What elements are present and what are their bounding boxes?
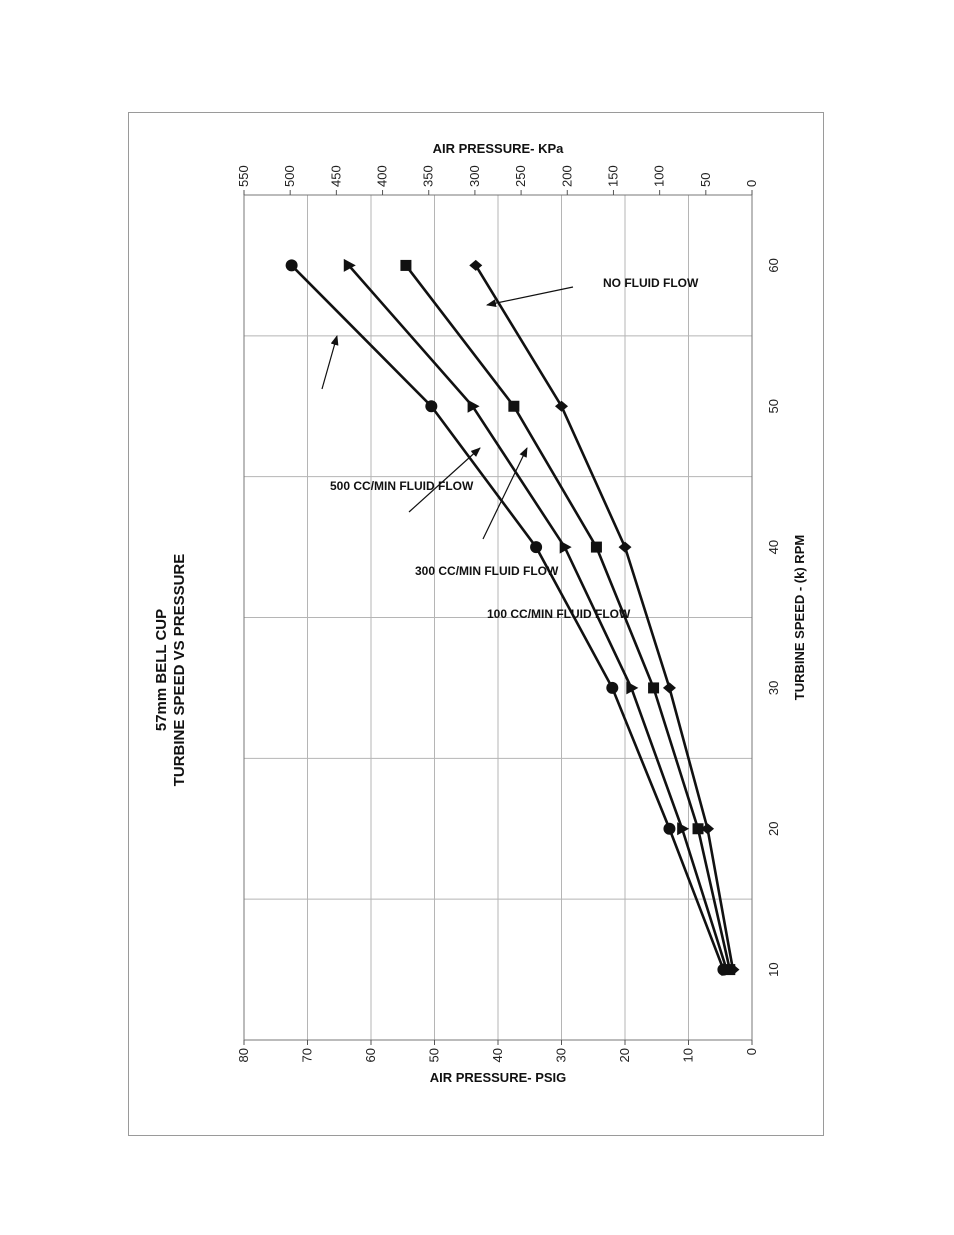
data-point-circle xyxy=(717,964,729,976)
x-tick-label: 40 xyxy=(766,539,781,555)
y-tick-label: 10 xyxy=(680,1048,696,1063)
y-axis-title: AIR PRESSURE- PSIG xyxy=(429,1070,567,1085)
data-point-square xyxy=(591,542,602,553)
x-tick-label: 50 xyxy=(766,399,781,414)
y-tick-label: 60 xyxy=(363,1048,378,1063)
x-tick-label: 20 xyxy=(766,821,781,836)
y2-tick-label: 500 xyxy=(282,165,298,187)
y-tick-label: 70 xyxy=(299,1048,315,1063)
data-point-square xyxy=(508,401,519,412)
data-point-circle xyxy=(663,823,675,835)
data-point-circle xyxy=(286,259,298,271)
data-point-diamond xyxy=(555,401,568,412)
chart-rotated-group xyxy=(153,141,807,1085)
chart-title: 57mm BELL CUP xyxy=(153,608,170,732)
data-point-circle xyxy=(606,682,618,694)
y2-tick-label: 300 xyxy=(466,165,482,187)
data-point-circle xyxy=(530,541,542,553)
data-point-diamond xyxy=(663,682,676,693)
y2-tick-label: 200 xyxy=(559,165,575,187)
data-point-triangle xyxy=(468,400,480,413)
annotation-label: 300 CC/MIN FLUID FLOW xyxy=(415,564,559,578)
y2-tick-label: 450 xyxy=(328,165,344,187)
y2-tick-label: 150 xyxy=(605,165,621,187)
y-tick-label: 80 xyxy=(236,1048,251,1063)
chart-subtitle: TURBINE SPEED VS PRESSURE xyxy=(171,553,188,787)
annotation-label: 500 CC/MIN FLUID FLOW xyxy=(330,479,474,493)
annotation-label: 100 CC/MIN FLUID FLOW xyxy=(487,607,631,621)
y2-tick-label: 250 xyxy=(513,165,529,187)
y2-tick-label: 350 xyxy=(420,165,436,187)
annotation-arrow xyxy=(487,287,573,305)
y-tick-label: 50 xyxy=(426,1048,442,1063)
data-point-square xyxy=(400,260,411,271)
y-tick-label: 40 xyxy=(490,1048,505,1063)
y2-tick-label: 550 xyxy=(236,165,251,187)
y2-tick-label: 50 xyxy=(697,172,713,187)
data-point-diamond xyxy=(469,260,482,271)
x-tick-label: 10 xyxy=(766,962,781,977)
annotation-arrow xyxy=(322,336,337,389)
data-point-square xyxy=(693,823,704,834)
data-point-circle xyxy=(425,400,437,412)
y-tick-label: 30 xyxy=(553,1048,569,1063)
data-point-square xyxy=(648,682,659,693)
y2-tick-label: 400 xyxy=(374,165,390,187)
y2-tick-label: 0 xyxy=(744,179,759,187)
x-tick-label: 30 xyxy=(766,680,781,696)
x-axis-title: TURBINE SPEED - (k) RPM xyxy=(792,534,807,701)
x-tick-label: 60 xyxy=(766,258,781,273)
y-tick-label: 20 xyxy=(617,1048,632,1063)
y2-tick-label: 100 xyxy=(651,165,667,187)
data-point-diamond xyxy=(619,542,632,553)
y-tick-label: 0 xyxy=(744,1048,759,1056)
annotation-label: NO FLUID FLOW xyxy=(603,276,699,290)
y2-axis-title: AIR PRESSURE- KPa xyxy=(432,141,564,156)
